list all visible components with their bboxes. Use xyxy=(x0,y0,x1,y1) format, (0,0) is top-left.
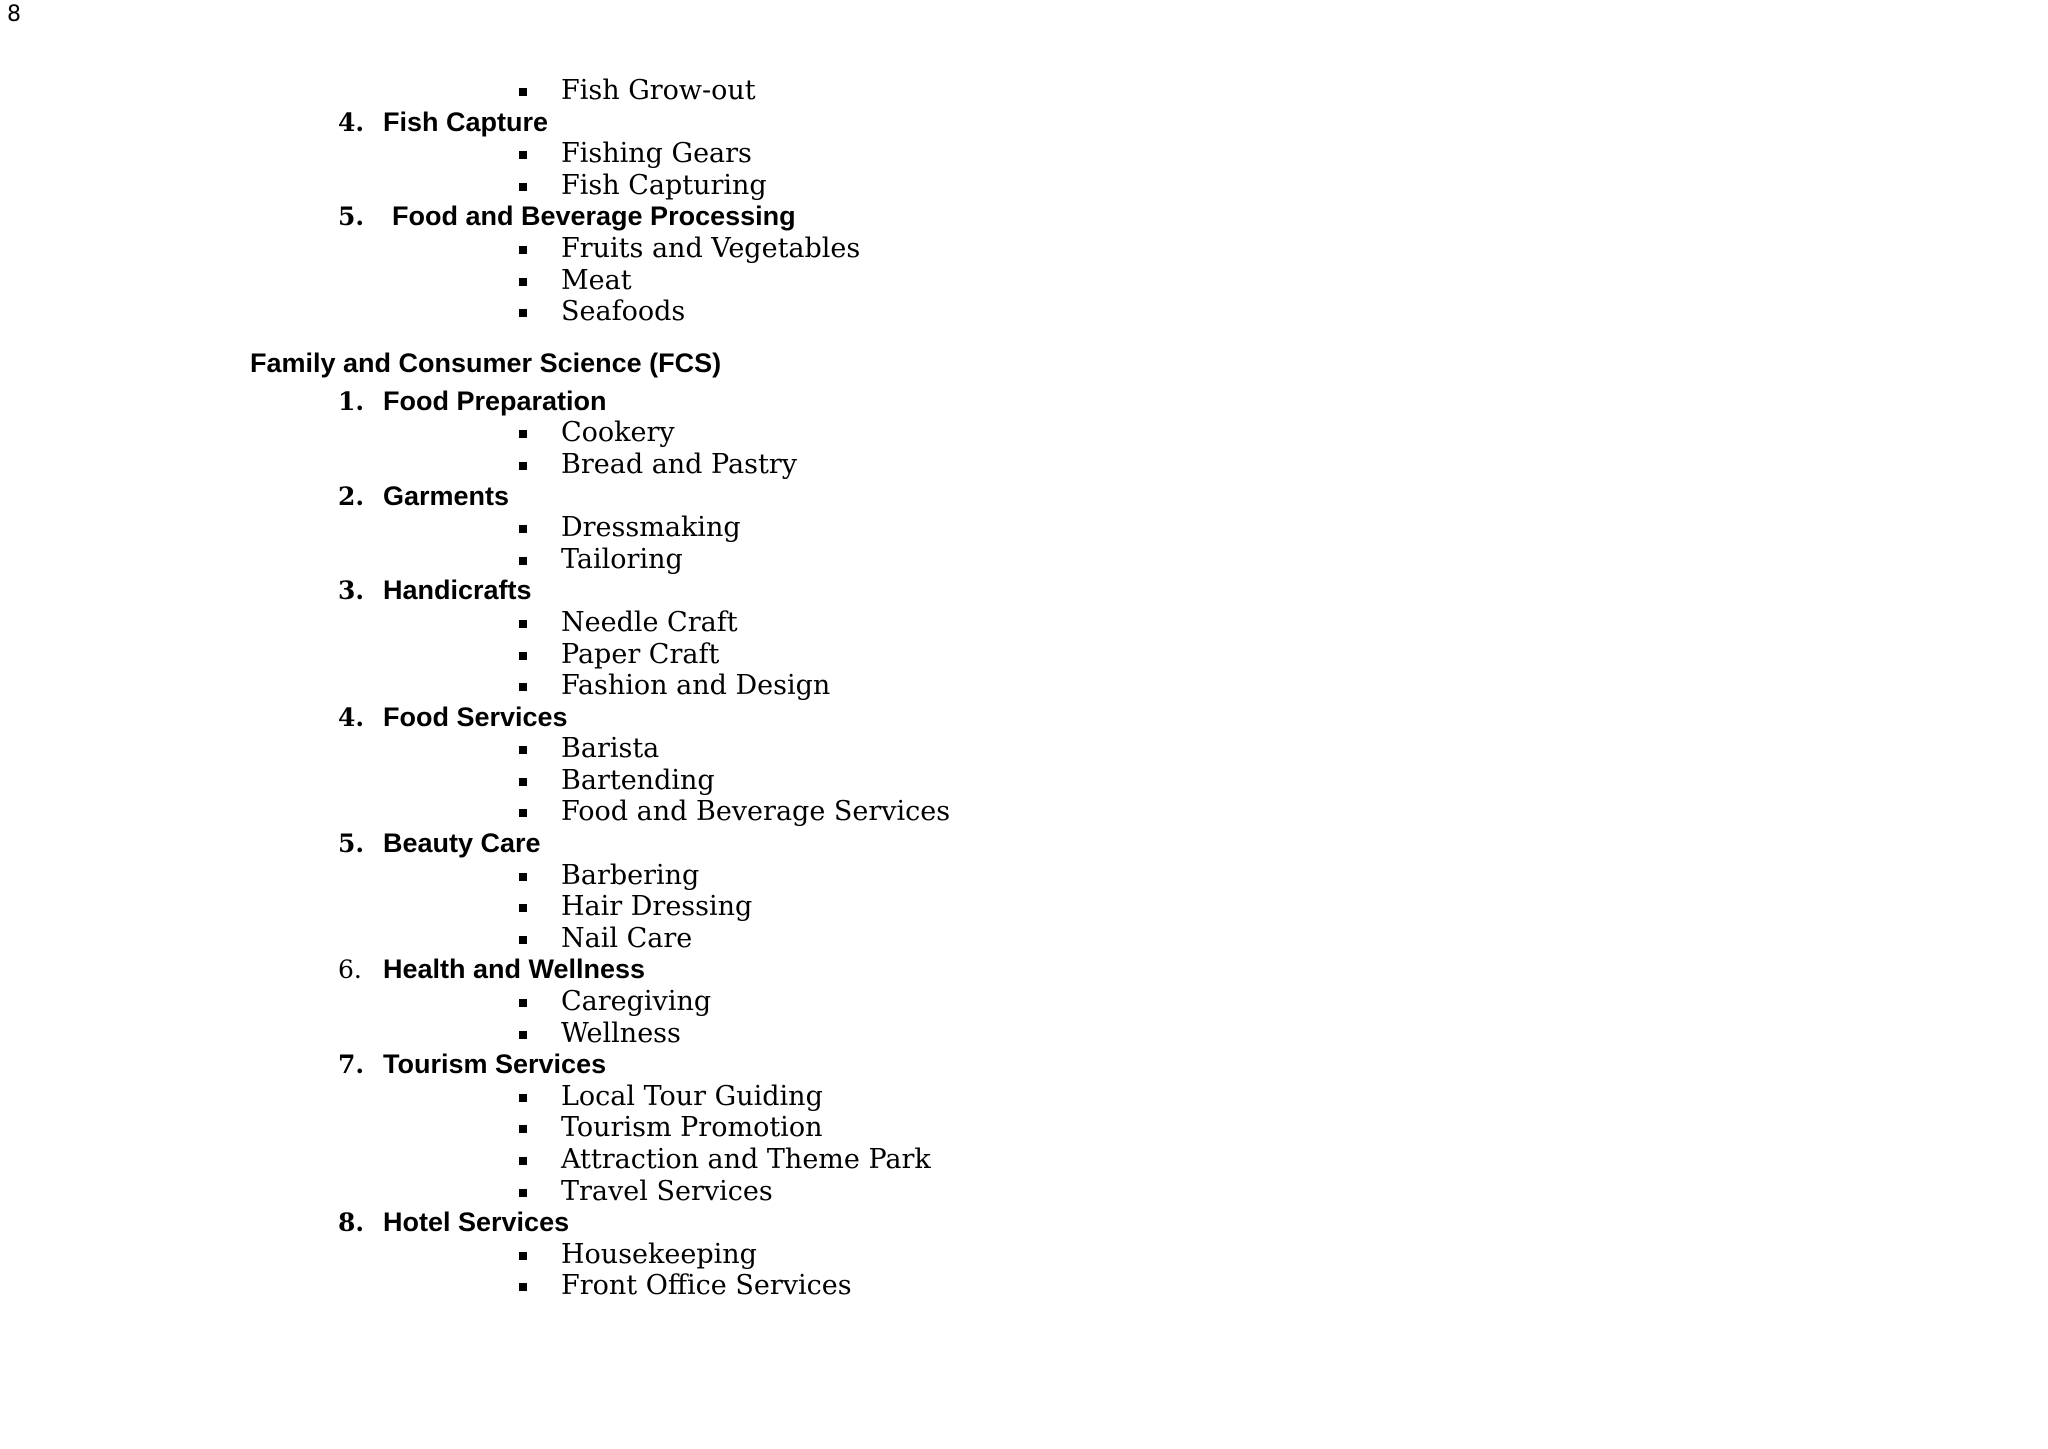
section-heading xyxy=(0,1207,2048,1239)
list-item xyxy=(0,265,2048,297)
page-number: 8 xyxy=(7,2,21,27)
section-heading xyxy=(0,702,2048,734)
subitem-text: Food and Beverage Services xyxy=(561,796,951,828)
section-heading xyxy=(0,201,2048,233)
list-item xyxy=(0,670,2048,702)
section-heading xyxy=(0,386,2048,418)
list-item xyxy=(0,796,2048,828)
subitem-text: Tailoring xyxy=(561,543,683,575)
subitem-text: Caregiving xyxy=(561,986,712,1018)
square-bullet-icon xyxy=(519,246,527,254)
subitem-text: Needle Craft xyxy=(561,606,738,638)
subitem-text: Fashion and Design xyxy=(561,670,831,702)
square-bullet-icon xyxy=(519,620,527,628)
square-bullet-icon xyxy=(519,1031,527,1039)
subitem-text: Barbering xyxy=(561,859,700,891)
section-number: 2. xyxy=(338,481,365,511)
section-number: 4. xyxy=(338,702,365,732)
section-title: Handicrafts xyxy=(383,575,532,606)
square-bullet-icon xyxy=(519,525,527,533)
list-item xyxy=(0,138,2048,170)
list-item xyxy=(0,512,2048,544)
square-bullet-icon xyxy=(519,1157,527,1165)
subitem-text: Meat xyxy=(561,264,632,296)
section-heading xyxy=(0,954,2048,986)
list-item xyxy=(0,449,2048,481)
square-bullet-icon xyxy=(519,778,527,786)
subitem-text: Bread and Pastry xyxy=(561,448,797,480)
subitem-text: Dressmaking xyxy=(561,512,741,544)
subitem-text: Wellness xyxy=(561,1017,681,1049)
section-title: Tourism Services xyxy=(383,1049,607,1080)
subitem-text: Fish Grow-out xyxy=(561,75,756,106)
section-title: Hotel Services xyxy=(383,1207,570,1238)
square-bullet-icon xyxy=(519,683,527,691)
section-title: Garments xyxy=(383,480,510,511)
list-item xyxy=(0,1018,2048,1050)
square-bullet-icon xyxy=(519,462,527,470)
square-bullet-icon xyxy=(519,278,527,286)
list-item xyxy=(0,891,2048,923)
list-item xyxy=(0,1144,2048,1176)
square-bullet-icon xyxy=(519,430,527,438)
section-heading xyxy=(0,107,2048,139)
document-body xyxy=(0,75,2048,1302)
section-number: 8. xyxy=(338,1208,365,1238)
square-bullet-icon xyxy=(519,183,527,191)
section-number: 5. xyxy=(338,202,365,232)
square-bullet-icon xyxy=(519,652,527,660)
section-heading xyxy=(0,575,2048,607)
list-item xyxy=(0,1081,2048,1113)
section-heading xyxy=(0,828,2048,860)
square-bullet-icon xyxy=(519,809,527,817)
list-item xyxy=(0,923,2048,955)
list-item xyxy=(0,296,2048,328)
square-bullet-icon xyxy=(519,999,527,1007)
square-bullet-icon xyxy=(519,1125,527,1133)
fcs-heading: Family and Consumer Science (FCS) xyxy=(250,347,722,378)
square-bullet-icon xyxy=(519,1252,527,1260)
subitem-text: Paper Craft xyxy=(561,638,720,670)
section-title: Fish Capture xyxy=(383,106,549,137)
list-item xyxy=(0,233,2048,265)
square-bullet-icon xyxy=(519,936,527,944)
list-item xyxy=(0,1176,2048,1208)
square-bullet-icon xyxy=(519,557,527,565)
section-heading xyxy=(0,481,2048,513)
subitem-text: Front Office Services xyxy=(561,1270,852,1302)
square-bullet-icon xyxy=(519,151,527,159)
section-number: 4. xyxy=(338,107,365,137)
subitem-text: Tourism Promotion xyxy=(561,1112,823,1144)
square-bullet-icon xyxy=(519,1094,527,1102)
list-item xyxy=(0,170,2048,202)
section-title: Food Preparation xyxy=(383,385,607,416)
square-bullet-icon xyxy=(519,1283,527,1291)
list-item xyxy=(0,1270,2048,1302)
list-item xyxy=(0,417,2048,449)
section-number: 1. xyxy=(338,386,365,416)
square-bullet-icon xyxy=(519,746,527,754)
subitem-text: Bartending xyxy=(561,764,715,796)
section-number: 7. xyxy=(338,1050,365,1080)
square-bullet-icon xyxy=(519,1189,527,1197)
section-heading xyxy=(0,1049,2048,1081)
section-title: Health and Wellness xyxy=(383,954,646,985)
subitem-text: Nail Care xyxy=(561,922,693,954)
list-item xyxy=(0,639,2048,671)
square-bullet-icon xyxy=(519,873,527,881)
subitem-text: Hair Dressing xyxy=(561,891,753,923)
list-item xyxy=(0,1239,2048,1271)
square-bullet-icon xyxy=(519,88,527,96)
section-title: Beauty Care xyxy=(383,828,541,859)
subitem-text: Travel Services xyxy=(561,1175,773,1207)
section-number: 3. xyxy=(338,576,365,606)
subitem-text: Cookery xyxy=(561,417,675,449)
list-item xyxy=(0,544,2048,576)
section-title: Food and Beverage Processing xyxy=(392,201,796,232)
section-number: 6. xyxy=(338,955,362,985)
subitem-text: Attraction and Theme Park xyxy=(561,1144,931,1175)
subitem-text: Fish Capturing xyxy=(561,169,767,201)
subitem-text: Fruits and Vegetables xyxy=(561,232,861,264)
list-item xyxy=(0,860,2048,892)
list-item xyxy=(0,986,2048,1018)
subitem-text: Barista xyxy=(561,733,660,765)
list-item xyxy=(0,607,2048,639)
subitem-text: Local Tour Guiding xyxy=(561,1080,823,1112)
list-item xyxy=(0,765,2048,797)
subitem-text: Housekeeping xyxy=(561,1238,757,1270)
list-item xyxy=(0,733,2048,765)
section-title: Food Services xyxy=(383,701,568,732)
list-item xyxy=(0,1112,2048,1144)
subitem-text: Seafoods xyxy=(561,296,686,328)
fcs-heading-row xyxy=(0,332,2048,386)
square-bullet-icon xyxy=(519,904,527,912)
list-item xyxy=(0,75,2048,107)
subitem-text: Fishing Gears xyxy=(561,138,752,170)
section-number: 5. xyxy=(338,829,365,859)
square-bullet-icon xyxy=(519,309,527,317)
